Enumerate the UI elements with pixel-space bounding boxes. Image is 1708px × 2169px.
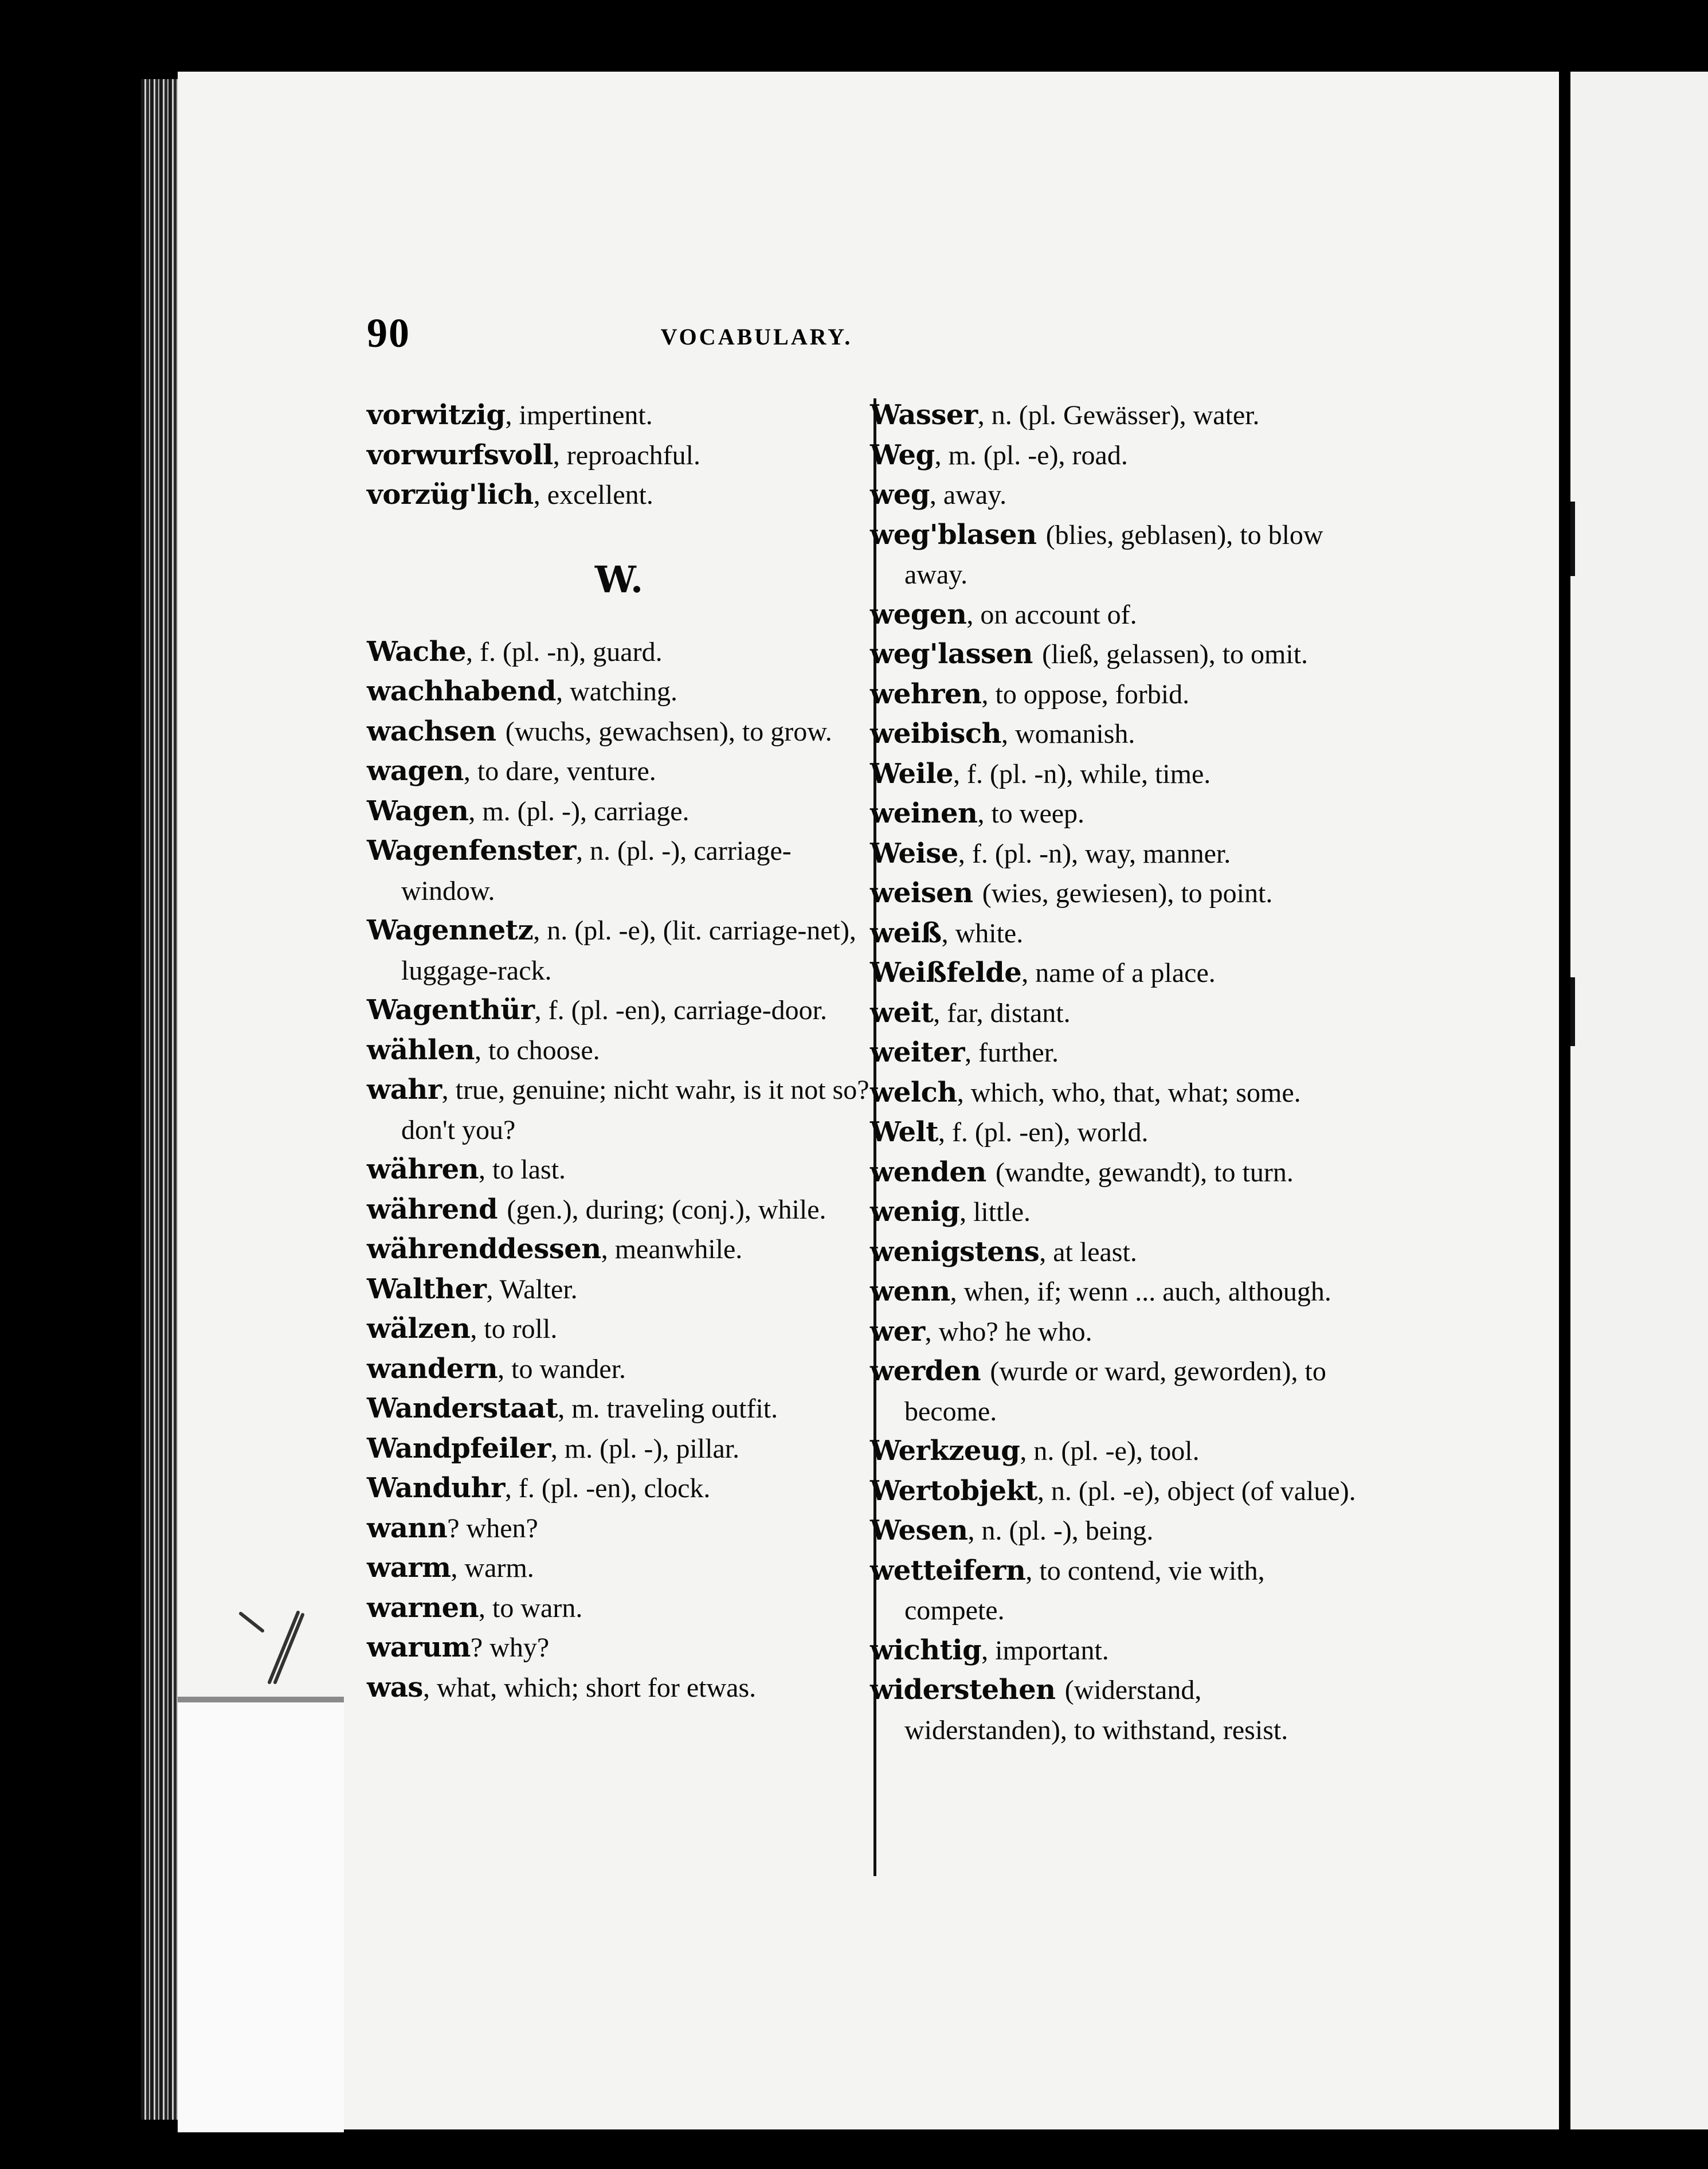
headword: widerstehen	[870, 1674, 1065, 1706]
vocab-entry: weg, away.	[870, 479, 1007, 511]
vocab-entry: weit, far, distant.	[870, 996, 1071, 1029]
headword: weisen	[870, 877, 982, 909]
gutter-shadow	[1559, 72, 1570, 2129]
headword: Weg	[870, 439, 935, 471]
vocab-entry: Wesen, n. (pl. -), being.	[870, 1514, 1154, 1547]
headword: vorwitzig	[367, 399, 506, 431]
headword: Wagen	[367, 794, 469, 827]
left-column	[367, 396, 871, 1708]
vocab-entry: Wagen, m. (pl. -), carriage.	[367, 794, 690, 827]
vocab-entry: widerstehen (widerstand, widerstanden), to withstand, resist.	[870, 1674, 1288, 1745]
vocab-entry: wegen, on account of.	[870, 598, 1137, 631]
headword: wegen	[870, 598, 967, 631]
vocab-entry: wann? when?	[367, 1512, 538, 1544]
vocab-entry: Wanduhr, f. (pl. -en), clock.	[367, 1472, 711, 1504]
letter-section-heading: W.	[594, 558, 644, 601]
vocab-entry: Wasser, n. (pl. Gewässer), water.	[870, 399, 1260, 431]
headword: wichtig	[870, 1634, 982, 1666]
headword: welch	[870, 1076, 957, 1109]
vocab-entry: wenig, little.	[870, 1196, 1031, 1228]
vocab-entry: wälzen, to roll.	[367, 1313, 558, 1345]
vocab-entry: wetteifern, to contend, vie with, compete.	[870, 1554, 1265, 1626]
vocab-entry: warm, warm.	[367, 1552, 534, 1584]
vocab-entry: Wertobjekt, n. (pl. -e), object (of value).	[870, 1474, 1356, 1507]
vocab-entry: was, what, which; short for etwas.	[367, 1671, 757, 1704]
vocab-entry: Welt, f. (pl. -en), world.	[870, 1116, 1149, 1148]
vocab-entry: welch, which, who, that, what; some.	[870, 1076, 1301, 1109]
vocab-entry: währen, to last.	[367, 1153, 566, 1185]
headword: Wandpfeiler	[367, 1432, 551, 1465]
headword: wetteifern	[870, 1554, 1026, 1587]
headword: warum	[367, 1631, 471, 1663]
vocab-entry: wählen, to choose.	[367, 1033, 600, 1066]
headword: währenddessen	[367, 1233, 601, 1265]
vocab-entry: warnen, to warn.	[367, 1591, 583, 1624]
vocab-entry: Weise, f. (pl. -n), way, manner.	[870, 837, 1231, 870]
headword: Wasser	[870, 399, 978, 431]
entries-before-heading	[367, 396, 871, 515]
headword: weg'lassen	[870, 638, 1043, 670]
headword: weit	[870, 996, 934, 1029]
vocab-entry: Weg, m. (pl. -e), road.	[870, 439, 1128, 471]
headword: Wanderstaat	[367, 1392, 558, 1424]
vocab-entry: wagen, to dare, venture.	[367, 755, 656, 787]
vocab-entry: weiter, further.	[870, 1036, 1059, 1068]
headword: Wagenfenster	[367, 835, 576, 867]
headword: wenig	[870, 1196, 960, 1228]
headword: weiß	[870, 917, 942, 949]
vocab-entry: wachsen (wuchs, gewachsen), to grow.	[367, 715, 832, 747]
headword: Werkzeug	[870, 1435, 1020, 1467]
vocab-entry: Wache, f. (pl. -n), guard.	[367, 635, 663, 668]
vocab-entry: wachhabend, watching.	[367, 675, 678, 707]
vocab-entry: wandern, to wander.	[367, 1352, 626, 1385]
vocab-entry: weisen (wies, gewiesen), to point.	[870, 877, 1273, 909]
headword: Wagennetz	[367, 914, 534, 946]
vocab-entry: Walther, Walter.	[367, 1273, 578, 1305]
headword: Welt	[870, 1116, 938, 1148]
vocab-entry: Werkzeug, n. (pl. -e), tool.	[870, 1435, 1200, 1467]
page-number: 90	[367, 310, 410, 356]
vocab-entry: wichtig, important.	[870, 1634, 1109, 1666]
headword: weinen	[870, 797, 978, 829]
headword: Walther	[367, 1273, 487, 1305]
vocab-entry: wahr, true, genuine; nicht wahr, is it not so? don't you?	[367, 1074, 869, 1145]
headword: wandern	[367, 1352, 498, 1385]
headword: werden	[870, 1355, 990, 1387]
vocab-entry: wenigstens, at least.	[870, 1235, 1137, 1268]
facing-page-mark	[1570, 977, 1575, 1046]
headword: während	[367, 1193, 507, 1226]
page-header	[367, 310, 969, 361]
headword: vorwurfsvoll	[367, 439, 553, 471]
vocab-entry: weg'blasen (blies, geblasen), to blow away.	[870, 518, 1323, 590]
book-spine	[141, 79, 181, 2120]
headword: Wanduhr	[367, 1472, 505, 1504]
headword: wenigstens	[870, 1235, 1040, 1268]
vocab-entry: werden (wurde or ward, geworden), to become.	[870, 1355, 1326, 1427]
vocab-entry: weg'lassen (ließ, gelassen), to omit.	[870, 638, 1309, 670]
headword: Wagenthür	[367, 994, 535, 1026]
headword: wenn	[870, 1275, 950, 1307]
vocab-entry: währenddessen, meanwhile.	[367, 1233, 743, 1265]
headword: währen	[367, 1153, 479, 1185]
handwritten-check-mark	[235, 1608, 327, 1688]
headword: wachsen	[367, 715, 506, 747]
vocab-entry: Wagenthür, f. (pl. -en), carriage-door.	[367, 994, 828, 1026]
headword: Wertobjekt	[870, 1474, 1037, 1507]
vocab-entry: Wagennetz, n. (pl. -e), (lit. carriage-net), luggage-rack.	[367, 914, 856, 986]
headword: wann	[367, 1512, 448, 1544]
right-column	[870, 396, 1363, 1750]
vocab-entry: wehren, to oppose, forbid.	[870, 678, 1190, 710]
vocab-entry: Wagenfenster, n. (pl. -), carriage-window.	[367, 835, 792, 906]
headword: wagen	[367, 755, 464, 787]
entry-list	[367, 632, 871, 1708]
headword: wahr	[367, 1074, 442, 1106]
headword: weibisch	[870, 718, 1002, 750]
vocab-entry: vorwitzig, impertinent.	[367, 399, 653, 431]
headword: weiter	[870, 1036, 965, 1068]
headword: wenden	[870, 1156, 996, 1188]
headword: Weile	[870, 757, 954, 790]
vocab-entry: vorzüg'lich, excellent.	[367, 479, 653, 511]
headword: wehren	[870, 678, 982, 710]
headword: weg	[870, 479, 930, 511]
vocab-entry: Weißfelde, name of a place.	[870, 957, 1216, 989]
vocab-entry: wenden (wandte, gewandt), to turn.	[870, 1156, 1294, 1188]
vocab-entry: weinen, to weep.	[870, 797, 1085, 829]
headword: wählen	[367, 1033, 475, 1066]
vocab-entry: weiß, white.	[870, 917, 1024, 949]
headword: wer	[870, 1315, 925, 1348]
page-edge-corner	[178, 1697, 344, 2132]
headword: Weise	[870, 837, 958, 870]
vocab-entry: Wanderstaat, m. traveling outfit.	[367, 1392, 778, 1424]
facing-page-mark	[1570, 502, 1575, 576]
vocab-entry: Wandpfeiler, m. (pl. -), pillar.	[367, 1432, 740, 1465]
vocab-entry: wer, who? he who.	[870, 1315, 1092, 1348]
headword: warnen	[367, 1591, 479, 1624]
headword: wälzen	[367, 1313, 471, 1345]
headword: vorzüg'lich	[367, 479, 534, 511]
headword: Wache	[367, 635, 466, 668]
vocab-entry: während (gen.), during; (conj.), while.	[367, 1193, 826, 1226]
headword: Weißfelde	[870, 957, 1022, 989]
running-head: VOCABULARY.	[660, 324, 853, 350]
vocab-entry: warum? why?	[367, 1631, 550, 1663]
vocab-entry: weibisch, womanish.	[870, 718, 1135, 750]
headword: warm	[367, 1552, 451, 1584]
headword: weg'blasen	[870, 518, 1046, 551]
vocab-entry: Weile, f. (pl. -n), while, time.	[870, 757, 1211, 790]
headword: Wesen	[870, 1514, 968, 1547]
headword: wachhabend	[367, 675, 557, 707]
headword: was	[367, 1671, 423, 1704]
vocab-entry: wenn, when, if; wenn ... auch, although.	[870, 1275, 1331, 1307]
facing-page-edge	[1570, 72, 1708, 2129]
vocab-entry: vorwurfsvoll, reproachful.	[367, 439, 700, 471]
